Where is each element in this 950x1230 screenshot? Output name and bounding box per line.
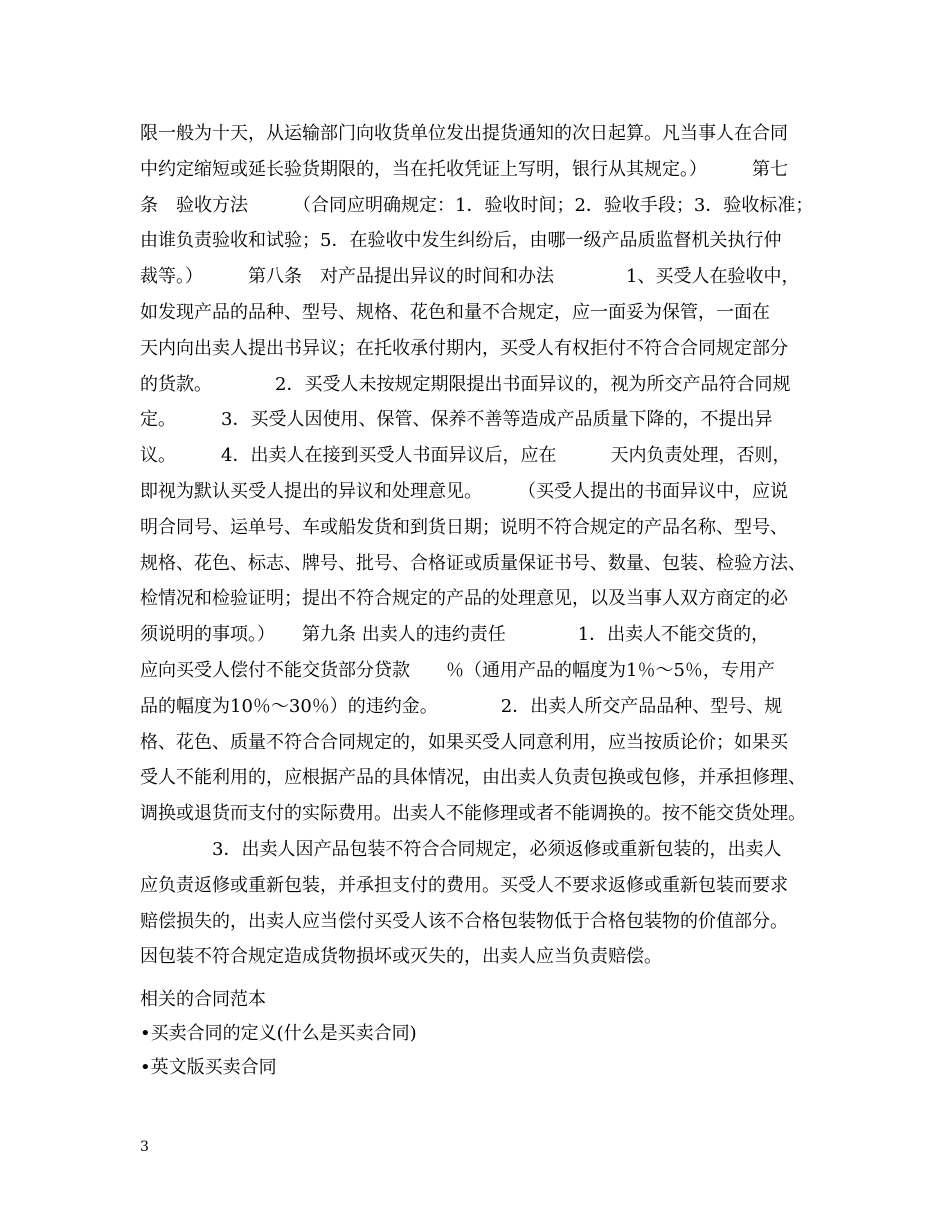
text-line: 裁等。） 第八条 对产品提出异议的时间和办法 1、买受人在验收中， xyxy=(140,266,800,288)
text-line: 规格、花色、标志、牌号、批号、合格证或质量保证书号、数量、包装、检验方法、 xyxy=(140,552,806,574)
text-line: 须说明的事项。） 第九条 出卖人的违约责任 1．出卖人不能交货的， xyxy=(140,624,770,646)
contract-body-text xyxy=(140,116,830,975)
page-number: 3 xyxy=(140,1139,149,1155)
text-line: 格、花色、质量不符合合同规定的，如果买受人同意利用，应当按质论价；如果买 xyxy=(140,731,788,753)
text-line: 的货款。 2．买受人未按规定期限提出书面异议的，视为所交产品符合同规 xyxy=(140,373,791,395)
text-line: 检情况和检验证明；提出不符合规定的产品的处理意见，以及当事人双方商定的必 xyxy=(140,588,788,610)
related-heading: 相关的合同范本 xyxy=(140,989,266,1010)
text-line: 定。 3．买受人因使用、保管、保养不善等造成产品质量下降的，不提出异 xyxy=(140,409,773,431)
text-line: 应向买受人偿付不能交货部分贷款 ％（通用产品的幅度为1％～5％，专用产 xyxy=(140,659,775,681)
related-templates-section xyxy=(140,983,830,1085)
text-line: 明合同号、运单号、车或船发货和到货日期；说明不符合规定的产品名称、型号、 xyxy=(140,516,788,538)
text-line: 条 验收方法 （合同应明确规定：1．验收时间；2．验收手段；3．验收标准； xyxy=(140,194,814,216)
text-line: 天内向出卖人提出书异议；在托收承付期内，买受人有权拒付不符合合同规定部分 xyxy=(140,337,788,359)
text-line: 由谁负责验收和试验；5．在验收中发生纠纷后，由哪一级产品质监督机关执行仲 xyxy=(140,230,782,252)
text-line: 品的幅度为10％～30％）的违约金。 2．出卖人所交产品品种、型号、规 xyxy=(140,695,783,717)
text-line: 应负责返修或重新包装，并承担支付的费用。买受人不要求返修或重新包装而要求 xyxy=(140,874,788,896)
text-line: 受人不能利用的，应根据产品的具体情况，由出卖人负责包换或包修，并承担修理、 xyxy=(140,767,806,789)
text-line: 即视为默认买受人提出的异议和处理意见。 （买受人提出的书面异议中，应说 xyxy=(140,480,788,502)
text-line: 3．出卖人因产品包装不符合合同规定，必须返修或重新包装的，出卖人 xyxy=(140,838,782,860)
related-link-english-sale-contract[interactable]: •英文版买卖合同 xyxy=(140,1057,277,1078)
text-line: 赔偿损失的，出卖人应当偿付买受人该不合格包装物低于合格包装物的价值部分。 xyxy=(140,910,788,932)
text-line: 调换或退货而支付的实际费用。出卖人不能修理或者不能调换的。按不能交货处理。 xyxy=(140,803,806,825)
text-line: 限一般为十天，从运输部门向收货单位发出提货通知的次日起算。凡当事人在合同 xyxy=(140,123,788,144)
text-line: 议。 4．出卖人在接到买受人书面异议后，应在 天内负责处理，否则， xyxy=(140,445,791,467)
text-line: 中约定缩短或延长验货期限的，当在托收凭证上写明，银行从其规定。） 第七 xyxy=(140,158,788,180)
related-link-sale-contract-definition[interactable]: •买卖合同的定义(什么是买卖合同) xyxy=(140,1023,417,1044)
text-line: 因包装不符合规定造成货物损坏或灭失的，出卖人应当负责赔偿。 xyxy=(140,946,662,968)
text-line: 如发现产品的品种、型号、规格、花色和量不合规定，应一面妥为保管，一面在 xyxy=(140,301,770,323)
